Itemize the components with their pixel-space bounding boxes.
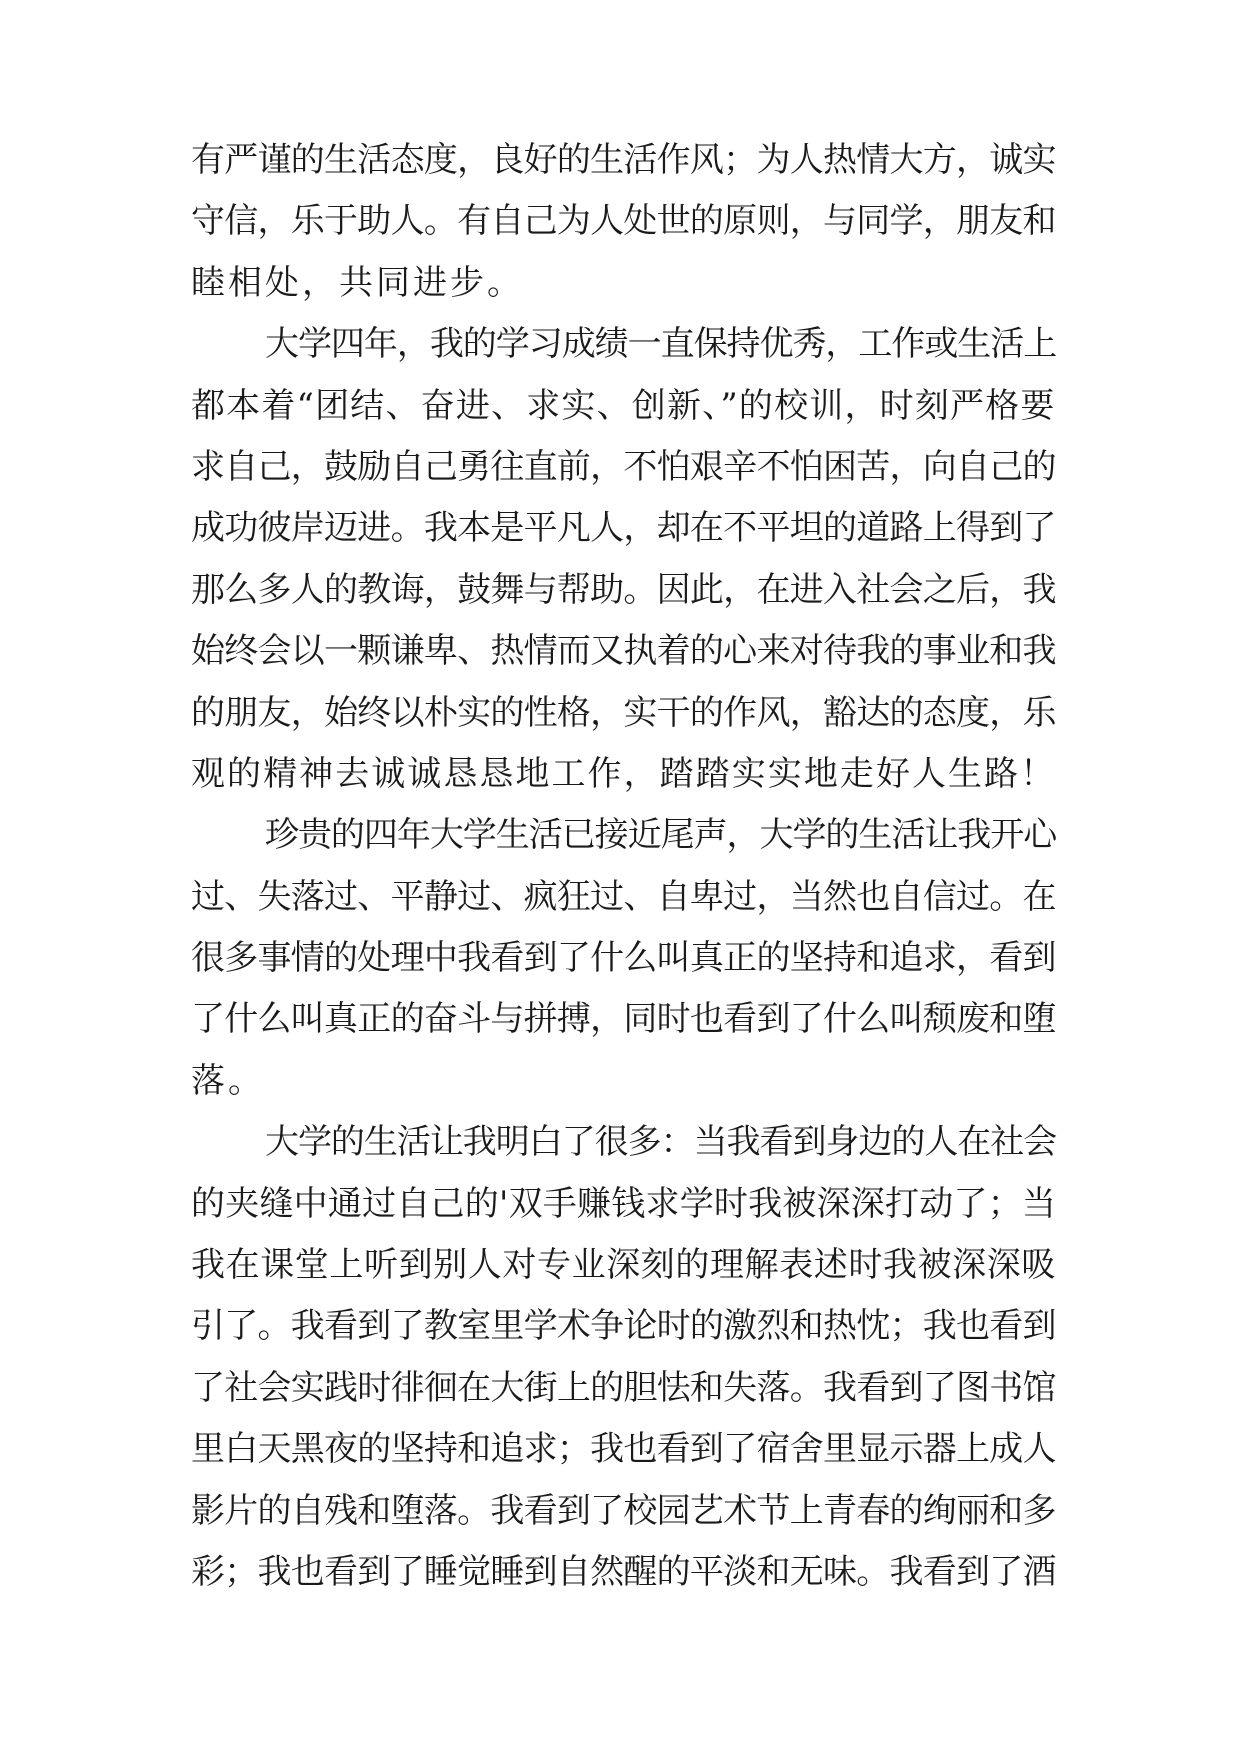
text-line: 的朋友，始终以朴实的性格，实干的作风，豁达的态度，乐	[191, 692, 1056, 733]
text-line: 成功彼岸迈进。我本是平凡人，却在不平坦的道路上得到了	[191, 508, 1056, 549]
text-line: 很多事情的处理中我看到了什么叫真正的坚持和追求，看到	[191, 938, 1056, 979]
text-line: 那么多人的教诲，鼓舞与帮助。因此，在进入社会之后，我	[191, 569, 1056, 610]
text-line: 了什么叫真正的奋斗与拼搏，同时也看到了什么叫颓废和堕	[191, 999, 1056, 1040]
text-line: 落。	[191, 1060, 265, 1101]
text-line: 求自己，鼓励自己勇往直前，不怕艰辛不怕困苦，向自己的	[191, 446, 1056, 487]
text-line: 里白天黑夜的坚持和追求；我也看到了宿舍里显示器上成人	[191, 1429, 1056, 1470]
text-line: 都本着“团结、奋进、求实、创新、”的校训，时刻严格要	[191, 385, 1056, 426]
paragraph-2	[191, 314, 1061, 805]
text-line: 有严谨的生活态度，良好的生活作风；为人热情大方，诚实	[191, 140, 1056, 180]
text-line: 影片的自残和堕落。我看到了校园艺术节上青春的绚丽和多	[191, 1490, 1056, 1531]
text-line: 的夹缝中通过自己的'双手赚钱求学时我被深深打动了；当	[191, 1183, 1057, 1224]
text-line: 大学四年，我的学习成绩一直保持优秀，工作或生活上	[265, 324, 1057, 365]
paragraph-3	[191, 805, 1061, 1112]
paragraph-4	[191, 1112, 1061, 1603]
text-line: 大学的生活让我明白了很多：当我看到身边的人在社会	[265, 1122, 1057, 1163]
text-line: 引了。我看到了教室里学术争论时的激烈和热忱；我也看到	[191, 1306, 1056, 1347]
paragraph-1	[191, 130, 1061, 314]
text-line: 始终会以一颗谦卑、热情而又执着的心来对待我的事业和我	[191, 631, 1056, 672]
text-line: 观的精神去诚诚恳恳地工作，踏踏实实地走好人生路！	[191, 753, 1057, 794]
text-line: 过、失落过、平静过、疯狂过、自卑过，当然也自信过。在	[191, 876, 1056, 917]
text-line: 了社会实践时徘徊在大街上的胆怯和失落。我看到了图书馆	[191, 1367, 1056, 1408]
text-line: 我在课堂上听到别人对专业深刻的理解表述时我被深深吸	[191, 1245, 1056, 1286]
text-line: 睦相处，共同进步。	[191, 262, 524, 303]
text-line: 彩；我也看到了睡觉睡到自然醒的平淡和无味。我看到了酒	[191, 1551, 1056, 1592]
text-line: 守信，乐于助人。有自己为人处世的原则，与同学，朋友和	[191, 201, 1056, 242]
text-line: 珍贵的四年大学生活已接近尾声，大学的生活让我开心	[265, 815, 1057, 856]
document-body	[191, 130, 1061, 1603]
